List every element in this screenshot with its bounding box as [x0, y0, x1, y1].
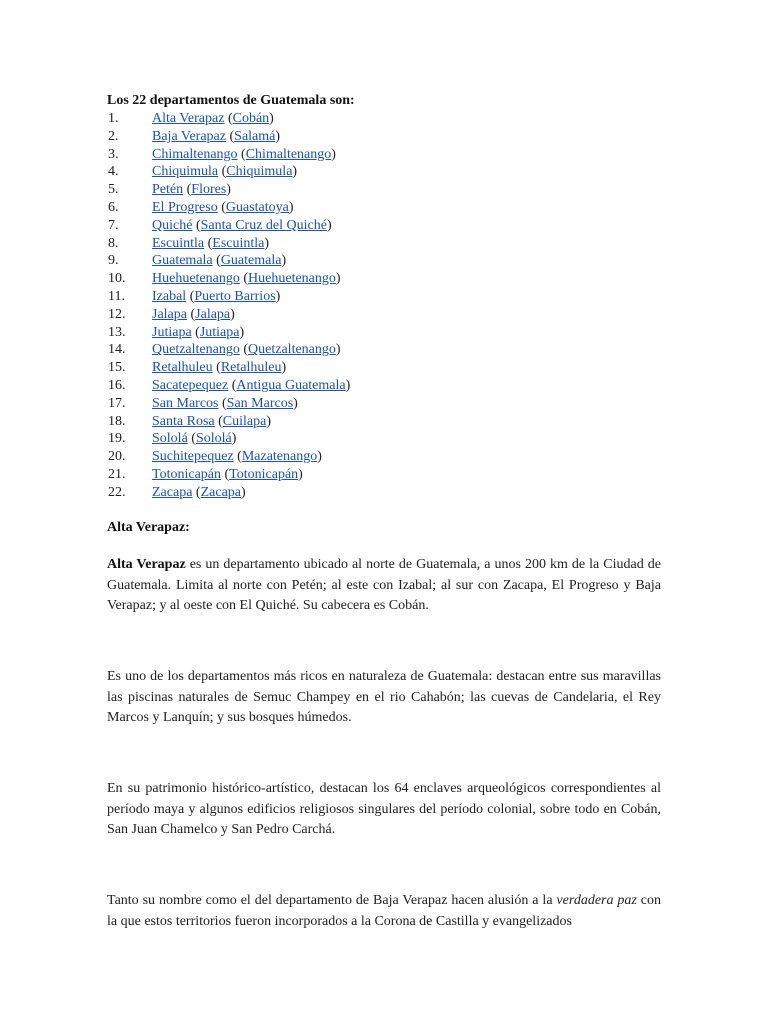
department-link[interactable]: Huehuetenango	[152, 271, 240, 287]
list-item-number: 10.	[108, 271, 126, 287]
department-link[interactable]: Sacatepequez	[152, 377, 229, 393]
list-item-number: 12.	[108, 306, 126, 322]
department-link[interactable]: Santa Rosa	[152, 413, 215, 429]
department-link[interactable]: Quetzaltenango	[152, 342, 240, 358]
capital-link[interactable]: Guatemala	[220, 253, 282, 269]
list-item-number: 18.	[108, 413, 126, 429]
list-item	[108, 110, 350, 128]
open-paren: (	[212, 253, 221, 269]
capital-link[interactable]: Jalapa	[195, 306, 231, 322]
department-link[interactable]: Retalhuleu	[152, 360, 213, 376]
list-item-number: 5.	[108, 182, 119, 198]
open-paren: (	[239, 271, 249, 287]
paragraph-4	[107, 891, 661, 932]
list-item-number: 19.	[108, 431, 126, 447]
close-paren: )	[293, 395, 298, 411]
capital-link[interactable]: Totonicapán	[229, 466, 299, 482]
list-item	[108, 128, 350, 146]
list-item-number: 9.	[108, 253, 119, 269]
close-paren: )	[266, 413, 271, 429]
close-paren: )	[231, 431, 237, 447]
list-item-number: 7.	[108, 217, 119, 233]
department-link[interactable]: Suchitepequez	[152, 449, 234, 465]
close-paren: )	[275, 288, 281, 304]
department-link[interactable]: Izabal	[152, 288, 187, 304]
list-item-number: 3.	[108, 146, 119, 162]
close-paren: )	[317, 449, 322, 465]
capital-link[interactable]: Mazatenango	[241, 449, 318, 465]
list-item-number: 15.	[108, 360, 126, 376]
department-link[interactable]: El Progreso	[152, 199, 218, 215]
paragraph-4-after: con la que estos territorios fueron incorporados a la Corona de Castilla y evangelizados	[107, 893, 662, 929]
list-item	[108, 306, 350, 324]
department-link[interactable]: San Marcos	[152, 395, 219, 411]
close-paren: )	[264, 235, 270, 251]
capital-link[interactable]: Quetzaltenango	[248, 342, 336, 358]
paragraph-3: En su patrimonio histórico-artístico, destacan los 64 enclaves arqueológicos correspondientes al período maya y algunos edificios religiosos singulares del período colonial, sobre todo en Cobán, San Juan Chamelco y San Pedro Carchá.	[107, 781, 661, 837]
open-paren: (	[239, 342, 249, 358]
open-paren: (	[186, 288, 195, 304]
capital-link[interactable]: Santa Cruz del Quiché	[200, 217, 327, 233]
list-item	[108, 181, 350, 199]
open-paren: (	[187, 431, 196, 447]
department-link[interactable]: Chimaltenango	[152, 146, 238, 162]
open-paren: (	[218, 395, 227, 411]
list-item	[108, 288, 350, 306]
close-paren: )	[288, 199, 294, 215]
department-link[interactable]: Petén	[152, 182, 184, 198]
open-paren: (	[217, 199, 226, 215]
department-link[interactable]: Quiché	[152, 217, 193, 233]
capital-link[interactable]: Chiquimula	[226, 164, 293, 180]
list-item-number: 6.	[108, 199, 119, 215]
list-item	[108, 163, 350, 181]
open-paren: (	[225, 128, 235, 144]
open-paren: (	[212, 360, 221, 376]
list-item-number: 11.	[108, 288, 125, 304]
list-heading: Los 22 departamentos de Guatemala son:	[107, 93, 355, 108]
list-item	[108, 324, 350, 342]
list-item	[108, 217, 350, 235]
department-link[interactable]: Escuintla	[152, 235, 205, 251]
list-item	[108, 199, 350, 217]
open-paren: (	[221, 466, 230, 482]
capital-link[interactable]: Antigua Guatemala	[236, 377, 346, 393]
list-item	[108, 359, 350, 377]
list-item-number: 14.	[108, 342, 126, 358]
department-link[interactable]: Totonicapán	[152, 466, 221, 482]
list-item	[108, 235, 350, 253]
capital-link[interactable]: Flores	[191, 182, 227, 198]
list-item-number: 1.	[108, 111, 119, 126]
open-paren: (	[237, 146, 246, 162]
capital-link[interactable]: Guastatoya	[225, 199, 289, 215]
open-paren: (	[191, 324, 200, 340]
capital-link[interactable]: Retalhuleu	[220, 360, 282, 376]
section-title: Alta Verapaz:	[107, 520, 190, 535]
list-item	[108, 270, 350, 288]
close-paren: )	[292, 164, 298, 180]
list-item-number: 16.	[108, 377, 126, 393]
capital-link[interactable]: Zacapa	[200, 484, 242, 500]
close-paren: )	[281, 360, 287, 376]
list-item	[108, 413, 350, 431]
close-paren: )	[239, 324, 245, 340]
list-item	[108, 146, 350, 164]
list-item-number: 20.	[108, 449, 126, 465]
list-item-number: 17.	[108, 395, 126, 411]
open-paren: (	[224, 111, 233, 126]
department-link[interactable]: Chiquimula	[152, 164, 219, 180]
close-paren: )	[335, 271, 341, 287]
close-paren: )	[275, 128, 281, 144]
list-item-number: 2.	[108, 128, 119, 144]
open-paren: (	[233, 449, 242, 465]
capital-link[interactable]: Jutiapa	[199, 324, 240, 340]
list-item-number: 4.	[108, 164, 119, 180]
paragraph-1-text: es un departamento ubicado al norte de Guatemala, a unos 200 km de la Ciudad de Guatemala. Limita al norte con Petén; al este con Izabal; al sur con Zacapa, El Progreso y Baja Verapaz; y al oeste con El Quiché. Su cabecera es Cobán.	[107, 557, 661, 613]
department-link[interactable]: Baja Verapaz	[152, 128, 226, 144]
list-item	[108, 395, 350, 413]
capital-link[interactable]: Escuintla	[212, 235, 265, 251]
list-item-number: 21.	[108, 466, 126, 482]
paragraph-4-before: Tanto su nombre como el del departamento de Baja Verapaz hacen alusión a la	[107, 893, 557, 908]
department-link[interactable]: Jalapa	[152, 306, 187, 322]
list-item-number: 13.	[108, 324, 126, 340]
list-item	[108, 430, 350, 448]
list-item	[108, 448, 350, 466]
close-paren: )	[281, 253, 287, 269]
capital-link[interactable]: Cobán	[232, 111, 270, 126]
close-paren: )	[241, 484, 246, 500]
list-item	[108, 377, 350, 395]
close-paren: )	[226, 182, 231, 198]
department-link[interactable]: Alta Verapaz	[152, 111, 225, 126]
list-item-number: 22.	[108, 484, 126, 500]
list-item	[108, 341, 350, 359]
capital-link[interactable]: Salamá	[234, 128, 276, 144]
department-link[interactable]: Sololá	[152, 431, 188, 447]
department-link[interactable]: Zacapa	[152, 484, 193, 500]
list-item-number: 8.	[108, 235, 119, 251]
department-link[interactable]: Jutiapa	[152, 324, 192, 340]
capital-link[interactable]: Cuilapa	[222, 413, 267, 429]
capital-link[interactable]: San Marcos	[226, 395, 294, 411]
open-paren: (	[186, 306, 196, 322]
close-paren: )	[345, 377, 351, 393]
paragraph-1-bold: Alta Verapaz	[107, 557, 186, 572]
open-paren: (	[192, 484, 201, 500]
departments-list	[108, 110, 350, 502]
close-paren: )	[298, 466, 303, 482]
list-item	[108, 252, 350, 270]
open-paren: (	[183, 182, 192, 198]
capital-link[interactable]: Chimaltenango	[245, 146, 332, 162]
close-paren: )	[331, 146, 336, 162]
paragraph-2: Es uno de los departamentos más ricos en naturaleza de Guatemala: destacan entre sus maravillas las piscinas naturales de Semuc Champey en el rio Cahabón; las cuevas de Candelaria, el Rey Marcos y Lanquín; y sus bosques húmedos.	[107, 669, 661, 725]
close-paren: )	[269, 111, 274, 126]
open-paren: (	[228, 377, 237, 393]
capital-link[interactable]: Sololá	[195, 431, 232, 447]
capital-link[interactable]: Huehuetenango	[248, 271, 336, 287]
paragraph-4-italic: verdadera paz	[556, 893, 637, 908]
open-paren: (	[218, 164, 227, 180]
department-link[interactable]: Guatemala	[152, 253, 213, 269]
paragraph-1	[107, 555, 661, 617]
close-paren: )	[335, 342, 341, 358]
list-item	[108, 484, 350, 502]
list-item	[108, 466, 350, 484]
close-paren: )	[230, 306, 235, 322]
open-paren: (	[204, 235, 213, 251]
open-paren: (	[214, 413, 223, 429]
open-paren: (	[192, 217, 201, 233]
capital-link[interactable]: Puerto Barrios	[194, 288, 276, 304]
close-paren: )	[326, 217, 332, 233]
